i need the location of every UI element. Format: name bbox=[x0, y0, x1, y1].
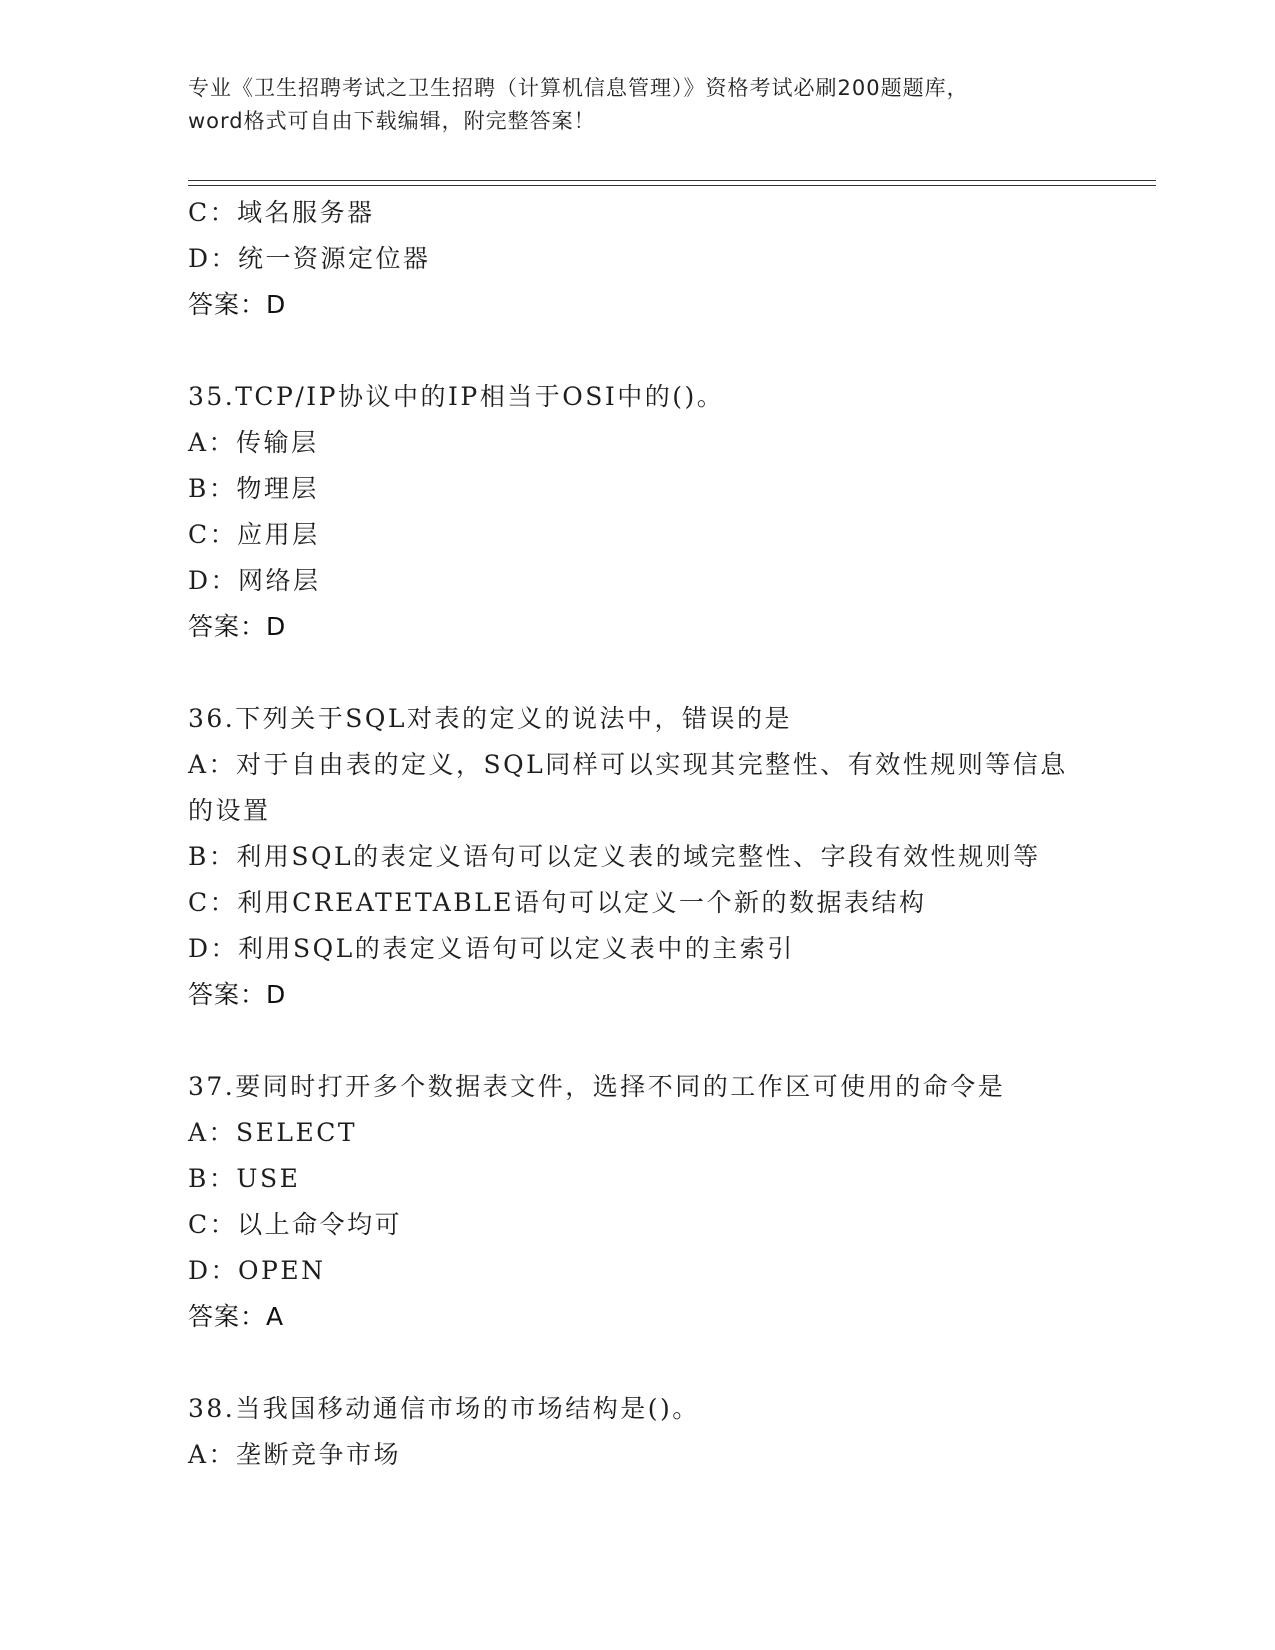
option-d: D：网络层 bbox=[188, 566, 321, 595]
question-stem: 38.当我国移动通信市场的市场结构是()。 bbox=[188, 1394, 700, 1423]
option-b: B：利用SQL的表定义语句可以定义表的域完整性、字段有效性规则等 bbox=[188, 842, 1041, 871]
option-c: C：域名服务器 bbox=[188, 198, 375, 227]
block-spacer bbox=[188, 1018, 1088, 1064]
option-c: C：应用层 bbox=[188, 520, 320, 549]
question-stem: 36.下列关于SQL对表的定义的说法中，错误的是 bbox=[188, 704, 792, 733]
answer-line: 答案：A bbox=[188, 1302, 285, 1331]
header-divider-bottom bbox=[188, 185, 1156, 186]
option-c: C：利用CREATETABLE语句可以定义一个新的数据表结构 bbox=[188, 888, 927, 917]
question-block bbox=[188, 696, 1088, 1018]
option-a: A：对于自由表的定义，SQL同样可以实现其完整性、有效性规则等信息的设置 bbox=[188, 750, 1068, 825]
document-header bbox=[188, 72, 1088, 138]
question-stem: 35.TCP/IP协议中的IP相当于OSI中的()。 bbox=[188, 382, 725, 411]
header-title-line-2: word格式可自由下载编辑，附完整答案！ bbox=[188, 109, 596, 133]
option-d: D：利用SQL的表定义语句可以定义表中的主索引 bbox=[188, 934, 795, 963]
option-a: A：SELECT bbox=[188, 1118, 358, 1147]
header-title-line-1: 专业《卫生招聘考试之卫生招聘（计算机信息管理）》资格考试必刷200题题库， bbox=[188, 76, 969, 100]
option-c: C：以上命令均可 bbox=[188, 1210, 403, 1239]
block-spacer bbox=[188, 1340, 1088, 1386]
option-a: A：传输层 bbox=[188, 428, 319, 457]
block-spacer bbox=[188, 328, 1088, 374]
option-b: B：USE bbox=[188, 1164, 301, 1193]
answer-line: 答案：D bbox=[188, 290, 287, 319]
question-block bbox=[188, 190, 1088, 328]
option-a: A：垄断竞争市场 bbox=[188, 1440, 402, 1469]
option-d: D：OPEN bbox=[188, 1256, 326, 1285]
block-spacer bbox=[188, 650, 1088, 696]
question-block bbox=[188, 374, 1088, 650]
header-divider-top bbox=[188, 180, 1156, 181]
question-block bbox=[188, 1064, 1088, 1340]
question-block bbox=[188, 1386, 1088, 1478]
answer-line: 答案：D bbox=[188, 612, 287, 641]
option-d: D：统一资源定位器 bbox=[188, 244, 431, 273]
question-list bbox=[188, 190, 1088, 1478]
answer-line: 答案：D bbox=[188, 980, 287, 1009]
option-b: B：物理层 bbox=[188, 474, 319, 503]
question-stem: 37.要同时打开多个数据表文件，选择不同的工作区可使用的命令是 bbox=[188, 1072, 1006, 1101]
